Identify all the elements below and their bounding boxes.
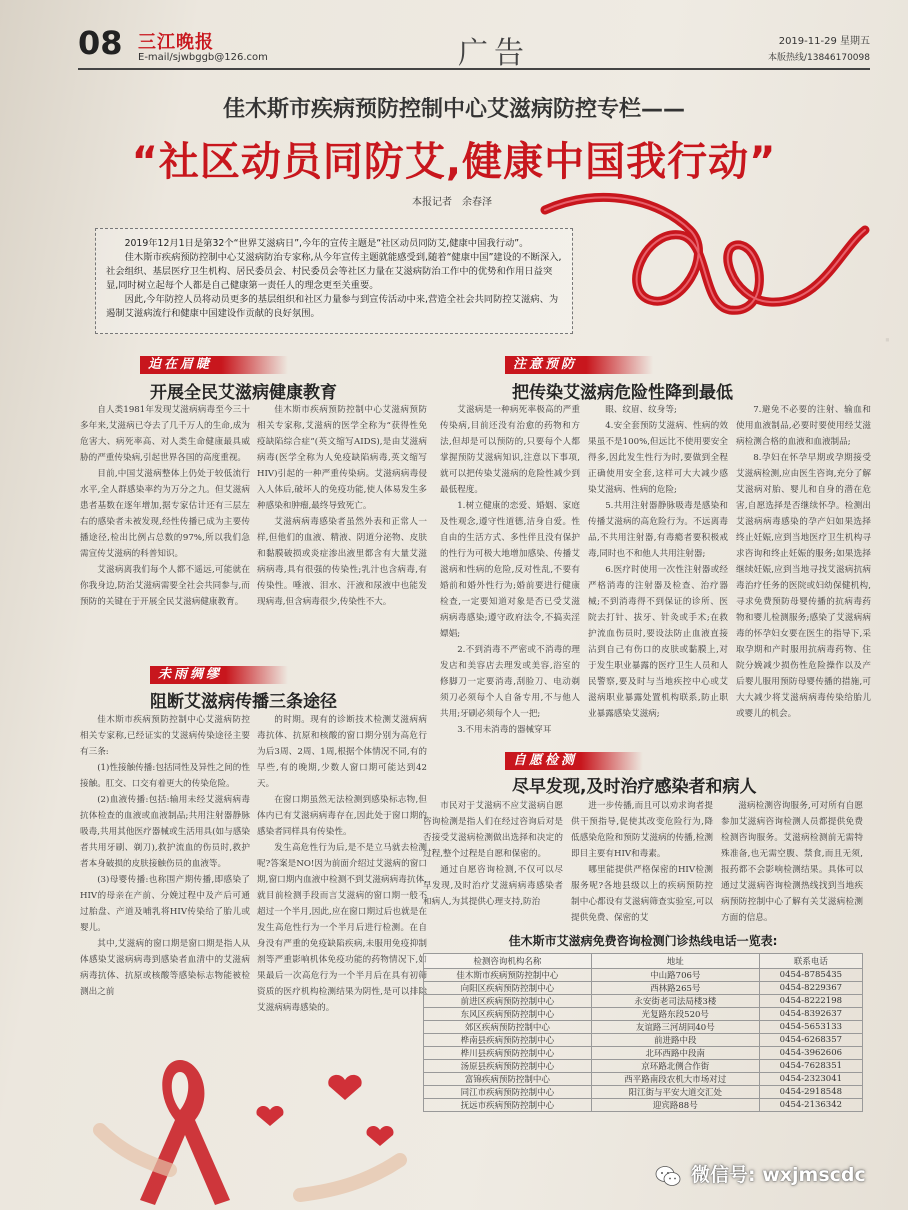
paragraph: 滋病检测咨询服务,可对所有自愿参加艾滋病咨询检测人员都提供免费检测咨询服务。艾滋病检测前无需特殊准备,也无需空腹、禁食,而且无须,报药都不会影响检测结果。具体可以通过艾滋病咨询检测热线找到当地疾病预防控制中心了解有关艾滋病检测方面的信息。 — [721, 801, 863, 923]
section-1-col-1 — [80, 402, 250, 610]
paragraph: 6.医疗时使用一次性注射器或经严格消毒的注射器及检查、治疗器械;不到消毒得不到保证的诊所、医院去打针、拔牙、针灸或手术;在救护流血伤员时,要设法防止血液直接沾到自己有伤口的皮肤或黏膜上,对于发生职业暴露的医疗卫生人员和人民警察,要及时与当地疾控中心或艾滋病职业暴露处置机构联系,防止职业暴露感染艾滋病; — [588, 565, 728, 719]
paragraph: 艾滋病是一种病死率极高的严重传染病,目前还没有治愈的药物和方法,但却是可以预防的,只要每个人都掌握预防艾滋病知识,注意以下事项,就可以把传染艾滋病的危险性减少到最低程度。 — [440, 405, 580, 495]
phone-cell: 0454-8229367 — [759, 982, 862, 995]
column-header: 地址 — [591, 954, 759, 969]
phone-cell: 0454-6268357 — [759, 1034, 862, 1047]
paragraph: 进一步传播,而且可以劝求询者提供干预指导,促使其改变危险行为,降低感染危险和预防艾滋病的传播,检测即目主要有HIV和毒素。 — [571, 801, 713, 859]
address-cell: 友谊路三河胡同40号 — [591, 1021, 759, 1034]
institution-cell: 向阳区疾病预防控制中心 — [424, 982, 592, 995]
paper-email: E-mail/sjwbggb@126.com — [138, 52, 268, 63]
phone-cell: 0454-2136342 — [759, 1099, 862, 1112]
paragraph: 3.不用未消毒的器械穿耳 — [457, 725, 552, 735]
table-title: 佳木斯市艾滋病免费咨询检测门诊热线电话一览表: — [508, 934, 778, 948]
table-row — [424, 969, 863, 982]
section-tag-4: 自愿检测 — [505, 752, 643, 770]
section-3-col-2 — [588, 402, 728, 738]
column-header: 检测咨询机构名称 — [424, 954, 592, 969]
section-title-2: 阻断艾滋病传播三条途径 — [150, 692, 337, 712]
address-cell: 西平路南段农机大市场对过 — [591, 1073, 759, 1086]
phone-cell: 0454-8392637 — [759, 1008, 862, 1021]
column-header: 联系电话 — [759, 954, 862, 969]
issue-date: 2019-11-29 星期五 — [778, 36, 870, 47]
paragraph: 佳木斯市疾病预防控制中心艾滋病防控相关专家称,已经证实的艾滋病传染途径主要有三条: — [80, 715, 250, 757]
paragraph: 5.共用注射器静脉吸毒是感染和传播艾滋病的高危险行为。不远离毒品,不共用注射器,有毒瘾者要积极戒毒,同时也不和他人共用注射器; — [588, 501, 728, 559]
address-cell: 阳江街与平安大道交汇处 — [591, 1086, 759, 1099]
paragraph: 艾滋病离我们每个人都不遥远,可能就在你我身边,防治艾滋病需要全社会共同参与,而预防的关键在于开展全民艾滋病健康教育。 — [80, 565, 250, 607]
phone-cell: 0454-8785435 — [759, 969, 862, 982]
wechat-id: 微信号: wxjmscdc — [691, 1164, 866, 1186]
phone-cell: 0454-2323041 — [759, 1073, 862, 1086]
paragraph: 8.孕妇在怀孕早期或孕期接受艾滋病检测,应由医生咨询,充分了解艾滋病对胎、婴儿和自身的潜在危害,自愿选择是否继续怀孕。检测出艾滋病病毒感染的孕产妇如果选择终止妊娠,应到当地医疗卫生机构寻求咨询和终止妊娠的服务;如果选择继续妊娠,应到当地寻找艾滋病抗病毒治疗任务的医院或妇幼保健机构,寻求免费预防母婴传播的抗病毒药物和婴儿检测服务;感染了艾滋病病毒的怀孕妇女要在医生的指导下,采取孕期和产时服用抗病毒药物、住院分娩减少损伤性危险操作以及产后婴儿服用预防母婴传播的措施,可大大减少将艾滋病病毒传染给胎儿或婴儿的机会。 — [736, 453, 871, 719]
section-2-col-1 — [80, 712, 250, 1042]
paragraph: 发生高危性行为后,是不是立马就去检测呢?答案是NO!因为前面介绍过艾滋病的窗口期,窗口期内血液中检测不到艾滋病病毒抗体,就目前检测手段而言艾滋病的窗口期一般不超过一个半月,因此,应在窗口期过后也就是在发生高危性行为一个半月后进行检测。在自身没有严重的免疫缺陷疾病,未服用免疫抑制剂等严重影响机体免疫功能的药物情况下,如果最后一次高危行为一个半月后在具有初筛资质的医疗机构检测结果为阴性,是可以排除艾滋病病毒感染的。 — [257, 843, 427, 1013]
column-kicker: 佳木斯市疾病预防控制中心艾滋病防控专栏—— — [222, 97, 685, 122]
institution-cell: 东风区疾病预防控制中心 — [424, 1008, 592, 1021]
address-cell: 永安街老司法局楼3楼 — [591, 995, 759, 1008]
section-4-col-2 — [571, 798, 713, 928]
address-cell: 迎宾路88号 — [591, 1099, 759, 1112]
section-title-4: 尽早发现,及时治疗感染者和病人 — [512, 777, 757, 797]
institution-cell: 佳木斯市疾病预防控制中心 — [424, 969, 592, 982]
table-row — [424, 1047, 863, 1060]
address-cell: 前进路中段 — [591, 1034, 759, 1047]
paragraph: 市民对于艾滋病不应艾滋病自愿咨询检测是指人们在经过咨询后对是否接受艾滋病检测做出选择和决定的过程,整个过程是自愿和保密的。 — [423, 801, 563, 859]
institution-cell: 郊区疾病预防控制中心 — [424, 1021, 592, 1034]
institution-cell: 抚远市疾病预防控制中心 — [424, 1099, 592, 1112]
paragraph: 1.树立健康的恋爱、婚姻、家庭及性观念,遵守性道德,洁身自爱。性自由的生活方式、多性伴且没有保护的性行为可极大地增加感染、传播艾滋病和性病的危险,反对性乱,不要有婚前和婚外性行为;婚前要进行健康检查,一定要知道对象是否已受艾滋病病毒感染;遵守政府法令,不搞卖淫嫖娼; — [440, 501, 580, 639]
side-bleed-text: · — [884, 330, 891, 351]
table-header-row — [424, 954, 863, 969]
page-number: 08 — [78, 24, 123, 62]
table-row — [424, 1073, 863, 1086]
edition-hotline: 本版热线/13846170098 — [767, 53, 870, 63]
paragraph: 自人类1981年发现艾滋病病毒至今三十多年来,艾滋病已夺去了几千万人的生命,成为危害大、病死率高、对人类生命健康最具威胁的严重传染病,引起世界各国的高度重视。 — [80, 405, 250, 463]
wechat-watermark — [655, 1158, 890, 1192]
institution-cell: 富锦疾病预防控制中心 — [424, 1073, 592, 1086]
table-row — [424, 1099, 863, 1112]
table — [423, 953, 863, 1112]
section-1-col-2 — [257, 402, 427, 610]
paragraph: 的时期。现有的诊断技术检测艾滋病病毒抗体、抗原和核酸的窗口期分别为高危行为后3周、2周、1周,根据个体情况不同,有的早些,有的晚期,少数人窗口期可能达到42天。 — [257, 715, 427, 789]
paragraph: 2.不到消毒不严密或不消毒的理发店和美容店去理发或美容,浴室的修脚刀一定要消毒,刮脸刀、电动剃须刀必须每个人自备专用,不与他人共用;牙刷必须每个人一把; — [440, 645, 580, 719]
paragraph: (3)母婴传播:也称围产期传播,即感染了HIV的母亲在产前、分娩过程中及产后可通过胎盘、产道及哺乳将HIV传染给了胎儿或婴儿。 — [80, 875, 250, 933]
phone-cell: 0454-8222198 — [759, 995, 862, 1008]
paragraph: 哪里能提供严格保密的HIV检测服务呢?各地县级以上的疾病预防控制中心都设有艾滋病筛查实验室,可以提供免费、保密的艾 — [571, 865, 713, 923]
institution-cell: 前进区疾病预防控制中心 — [424, 995, 592, 1008]
paragraph: (1)性接触传播:包括同性及异性之间的性接触。肛交、口交有着更大的传染危险。 — [80, 763, 250, 789]
lead-box — [95, 228, 573, 334]
address-cell: 西林路265号 — [591, 982, 759, 995]
paragraph: 通过自愿咨询检测,不仅可以尽早发现,及时治疗艾滋病病毒感染者和病人,为其提供心理支持,防治 — [423, 865, 563, 907]
address-cell: 中山路706号 — [591, 969, 759, 982]
paragraph: 4.安全套预防艾滋病、性病的效果虽不是100%,但远比不使用要安全得多,因此发生性行为时,要做到全程正确使用安全套,这样可大大减少感染艾滋病、性病的危险; — [588, 421, 728, 495]
address-cell: 光复路东段520号 — [591, 1008, 759, 1021]
paragraph: (2)血液传播:包括:输用未经艾滋病病毒抗体检查的血液或血液制品;共用注射器静脉吸毒,共用其他医疗器械或生活用具(如与感染者共用牙刷、剃刀),救护流血的伤员时,救护者本身破损的皮肤接触伤员的血液等。 — [80, 795, 250, 869]
red-ribbon-icon — [540, 190, 870, 340]
table-row — [424, 1021, 863, 1034]
phone-cell: 0454-2918548 — [759, 1086, 862, 1099]
table-row — [424, 1086, 863, 1099]
lead-paragraph: 因此,今年防控人员将动员更多的基层组织和社区力量参与到宣传活动中来,营造全社会共同防控艾滋病、为遏制艾滋病流行和健康中国建设作贡献的良好氛围。 — [106, 294, 559, 319]
section-tag-1: 迫在眉睫 — [140, 356, 288, 374]
wechat-icon — [655, 1165, 681, 1187]
institution-cell: 桦南县疾病预防控制中心 — [424, 1034, 592, 1047]
address-cell: 北环西路中段南 — [591, 1047, 759, 1060]
phone-cell: 0454-7628351 — [759, 1060, 862, 1073]
institution-cell: 桦川县疾病预防控制中心 — [424, 1047, 592, 1060]
institution-cell: 汤原县疾病预防控制中心 — [424, 1060, 592, 1073]
institution-cell: 同江市疾病预防控制中心 — [424, 1086, 592, 1099]
table-row — [424, 995, 863, 1008]
table-row — [424, 1008, 863, 1021]
table-row — [424, 982, 863, 995]
address-cell: 京环路北侧合作街 — [591, 1060, 759, 1073]
paragraph: 目前,中国艾滋病整体上仍处于较低流行水平,全人群感染率约为万分之九。但艾滋病患者基数在逐年增加,据专家估计还有三层左右的感染者未被发现,经性传播已成为主要传播途径,检出比例占总数的97%,所以我们急需宣传艾滋病的科普知识。 — [80, 469, 250, 559]
section-3-col-3 — [736, 402, 871, 738]
section-4-col-3 — [721, 798, 863, 928]
section-tag-3: 注意预防 — [505, 356, 653, 374]
section-3-col-1 — [440, 402, 580, 738]
byline: 本报记者 余春泽 — [412, 197, 492, 208]
hotline-table — [423, 932, 863, 1112]
paragraph: 在窗口期虽然无法检测到感染标志物,但体内已有艾滋病病毒存在,因此处于窗口期的感染者同样具有传染性。 — [257, 795, 427, 837]
paragraph: 佳木斯市疾病预防控制中心艾滋病预防相关专家称,艾滋病的医学全称为“获得性免疫缺陷综合症”(英文缩写AIDS),是由艾滋病病毒(医学全称为人免疫缺陷病毒,英文缩写HIV)引起的一种严重传染病。艾滋病病毒侵入人体后,破坏人的免疫功能,使人体易发生多种感染和肿瘤,最终导致死亡。 — [257, 405, 427, 511]
section-title-3: 把传染艾滋病危险性降到最低 — [512, 383, 733, 403]
paragraph: 眼、纹眉、纹身等; — [605, 405, 677, 415]
table-row — [424, 1060, 863, 1073]
paper-logo: 三江晚报 — [138, 32, 214, 53]
section-title-1: 开展全民艾滋病健康教育 — [150, 383, 337, 403]
phone-cell: 0454-5653133 — [759, 1021, 862, 1034]
page-header — [78, 22, 870, 70]
section-title: 广告 — [458, 36, 530, 71]
paragraph: 其中,艾滋病的窗口期是窗口期是指人从体感染艾滋病病毒到感染者血清中的艾滋病病毒抗体、抗原或核酸等感染标志物能被检测出之前 — [80, 939, 250, 997]
section-4-col-1 — [423, 798, 563, 928]
lead-paragraph: 佳木斯市疾病预防控制中心艾滋病防治专家称,从今年宣传主题就能感受到,随着“健康中国”建设的不断深入,社会组织、基层医疗卫生机构、居民委员会、村民委员会等社区力量在艾滋病防治工作中的优势和作用日益突显,同时树立起每个人都是自己健康第一责任人的理念更至关重要。 — [106, 252, 562, 291]
section-tag-2: 未雨绸缪 — [150, 666, 288, 684]
paragraph: 7.避免不必要的注射、输血和使用血液制品,必要时要使用经艾滋病检测合格的血液和血液制品; — [736, 405, 871, 447]
section-2-col-2 — [257, 712, 427, 1042]
awareness-ribbon-icon — [80, 1040, 420, 1210]
lead-paragraph: 2019年12月1日是第32个“世界艾滋病日”,今年的宣传主题是“社区动员同防艾,健康中国我行动”。 — [124, 238, 529, 249]
table-row — [424, 1034, 863, 1047]
phone-cell: 0454-3962606 — [759, 1047, 862, 1060]
main-headline: “社区动员同防艾,健康中国我行动” — [131, 139, 777, 185]
paragraph: 艾滋病病毒感染者虽然外表和正常人一样,但他们的血液、精液、阴道分泌物、皮肤和黏膜破损或炎症渗出液里都含有大量艾滋病病毒,具有很强的传染性;乳汁也含病毒,有传染性。唾液、泪水、汗液和尿液中也能发现病毒,但含病毒很少,传染性不大。 — [257, 517, 427, 607]
